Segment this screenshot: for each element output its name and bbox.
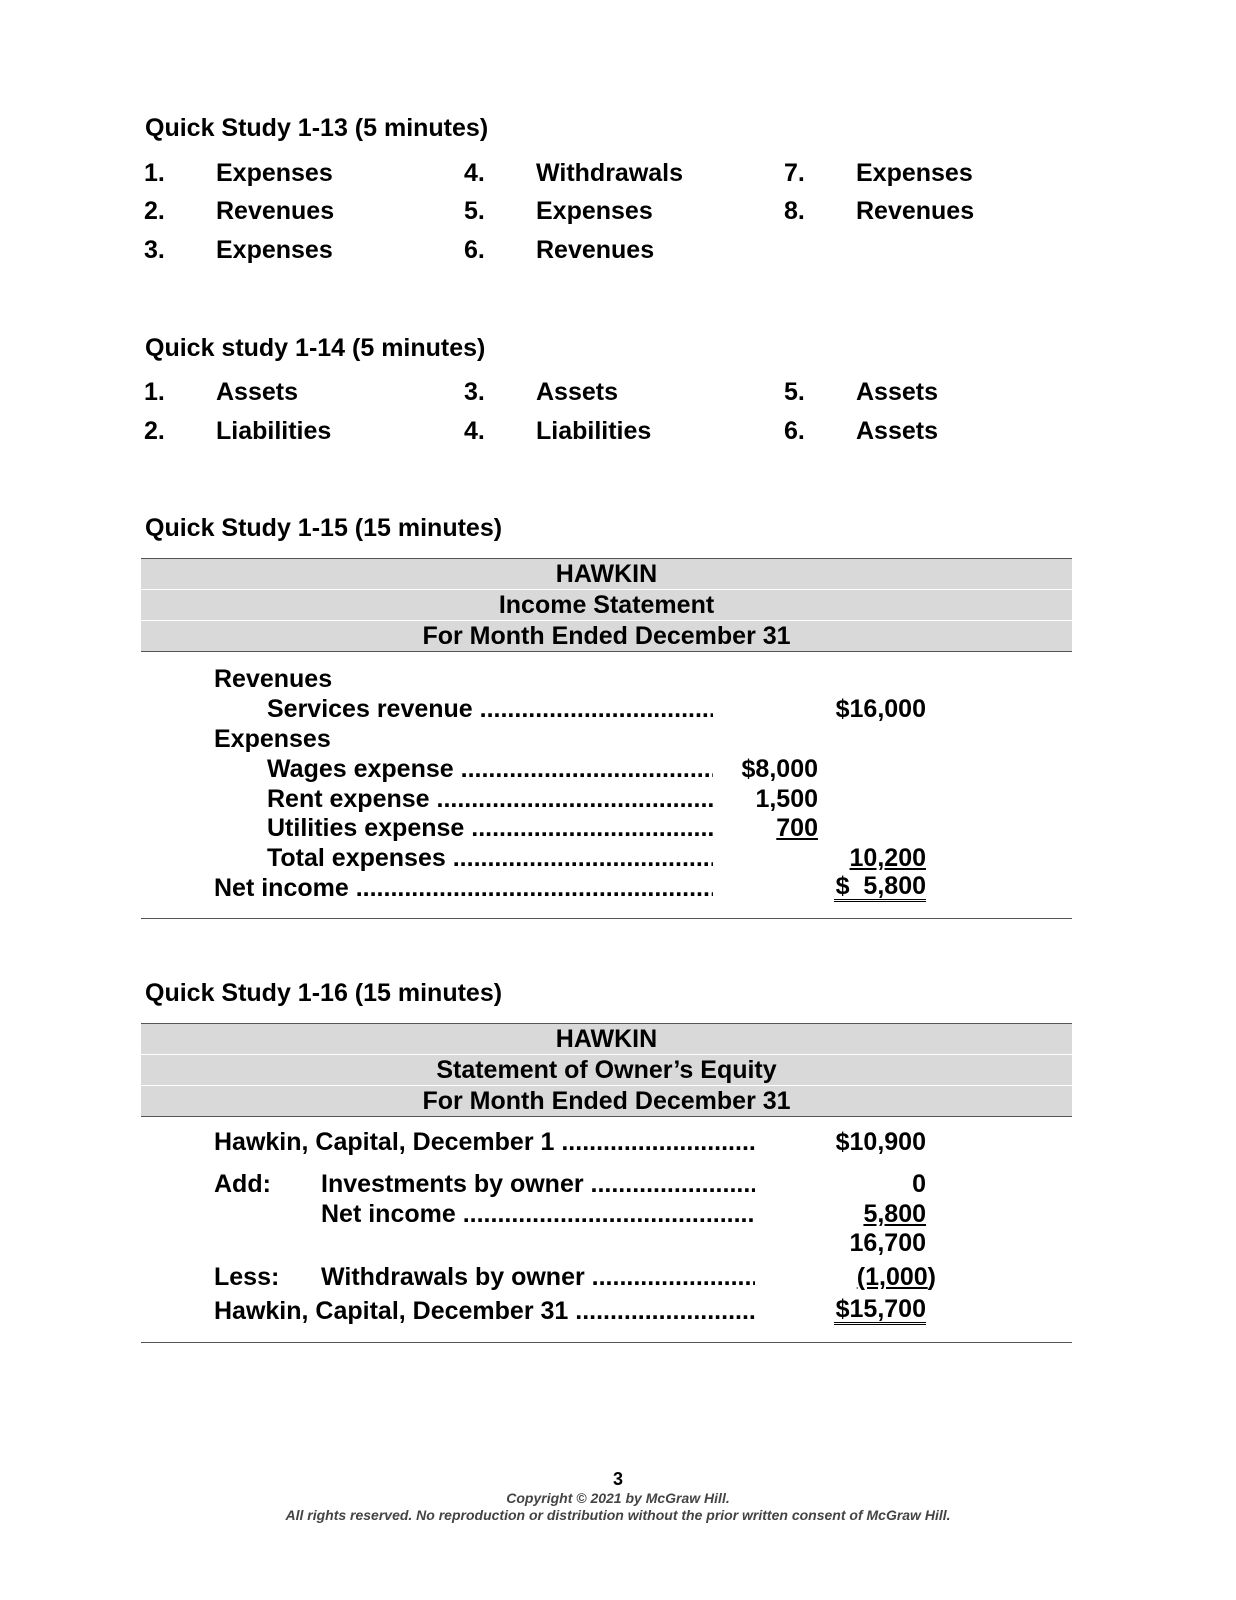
qs14-item-1: 1. Assets bbox=[144, 378, 298, 406]
qs16-title: Quick Study 1-16 (15 minutes) bbox=[145, 979, 503, 1007]
qs13-item-4: 4. Withdrawals bbox=[464, 159, 684, 187]
qs13-item-6: 6. Revenues bbox=[464, 236, 655, 264]
statement-period: For Month Ended December 31 bbox=[422, 622, 791, 650]
qs13-item-2: 2. Revenues bbox=[144, 197, 335, 225]
qs14-title: Quick study 1-14 (5 minutes) bbox=[145, 334, 486, 362]
owners-equity-header bbox=[141, 1023, 1072, 1117]
qs14-item-2: 2. Liabilities bbox=[144, 417, 332, 445]
rights-line: All rights reserved. No reproduction or distribution without the prior written consent of McGraw Hill. bbox=[285, 1507, 951, 1523]
page-number: 3 bbox=[612, 1469, 623, 1489]
qs13-item-5: 5. Expenses bbox=[464, 197, 653, 225]
qs14-item-6: 6. Assets bbox=[784, 417, 938, 445]
statement-period: For Month Ended December 31 bbox=[422, 1087, 791, 1115]
qs14-item-4: 4. Liabilities bbox=[464, 417, 652, 445]
statement-name: Income Statement bbox=[141, 590, 1072, 621]
expenses-heading: Expenses bbox=[214, 725, 331, 753]
copyright-line: Copyright © 2021 by McGraw Hill. bbox=[506, 1490, 730, 1506]
qs13-item-1: 1. Expenses bbox=[144, 159, 333, 187]
revenues-heading: Revenues bbox=[214, 665, 333, 693]
company-name: HAWKIN bbox=[141, 559, 1072, 590]
qs14-item-3: 3. Assets bbox=[464, 378, 618, 406]
owners-equity-bottom-rule bbox=[141, 1342, 1072, 1343]
qs14-item-5: 5. Assets bbox=[784, 378, 938, 406]
company-name: HAWKIN bbox=[141, 1024, 1072, 1055]
qs13-item-8: 8. Revenues bbox=[784, 197, 975, 225]
income-statement-bottom-rule bbox=[141, 918, 1072, 919]
qs15-title: Quick Study 1-15 (15 minutes) bbox=[145, 514, 503, 542]
qs13-title: Quick Study 1-13 (5 minutes) bbox=[145, 114, 489, 142]
statement-name: Statement of Owner’s Equity bbox=[141, 1055, 1072, 1086]
qs13-item-3: 3. Expenses bbox=[144, 236, 333, 264]
income-statement-header bbox=[141, 558, 1072, 652]
qs13-item-7: 7. Expenses bbox=[784, 159, 973, 187]
